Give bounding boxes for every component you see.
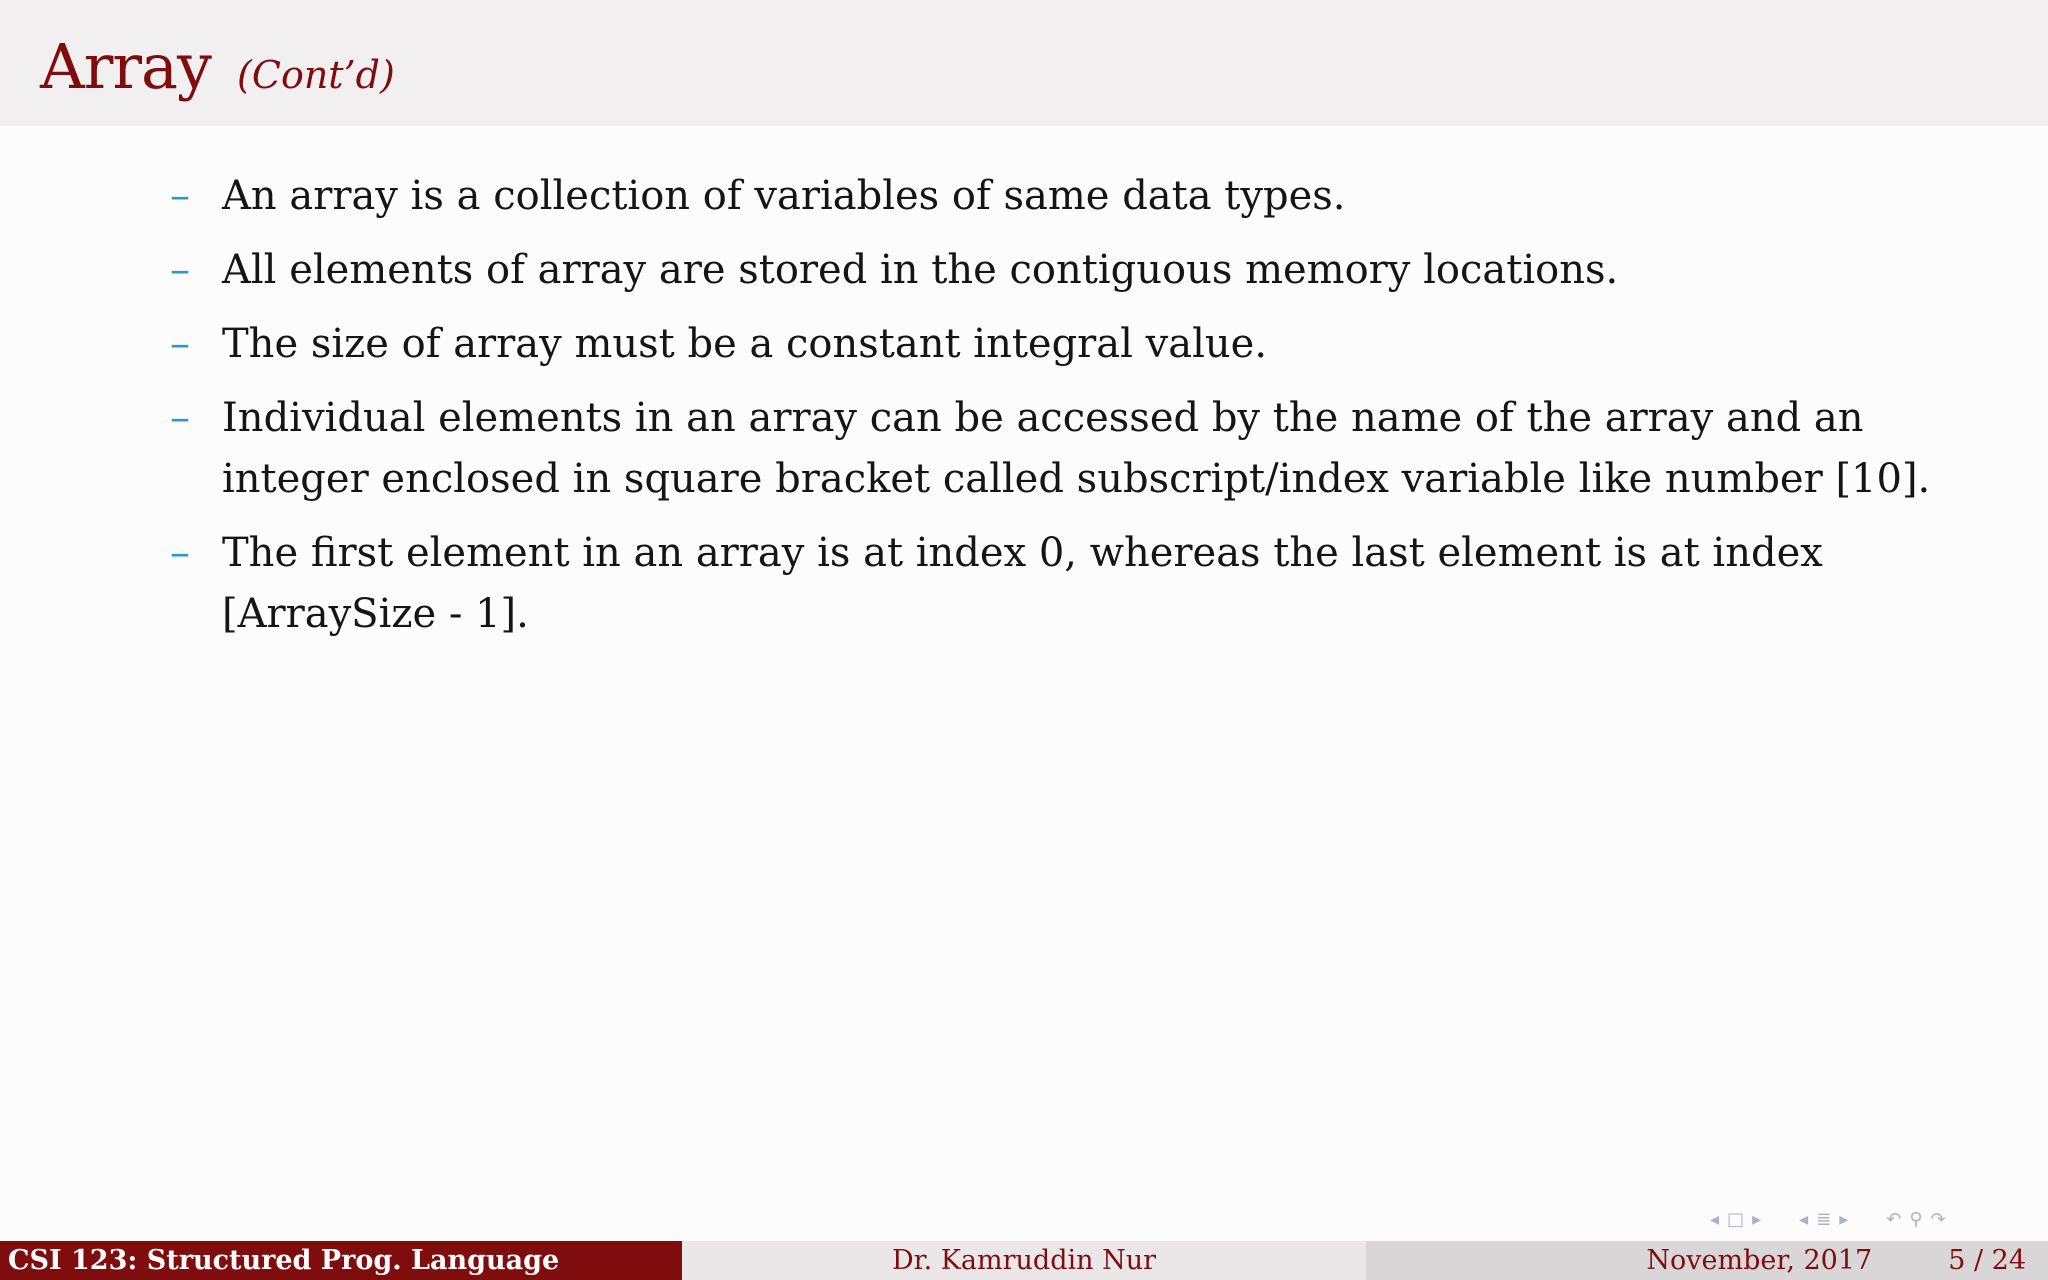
bullet-item — [170, 240, 1950, 301]
search-icon[interactable]: ⚲ — [1909, 1209, 1923, 1230]
footer — [0, 1241, 2048, 1280]
bullet-item — [170, 388, 1950, 510]
bullet-text: The first element in an array is at index 0, whereas the last element is at index [ArraySize - 1]. — [222, 530, 1823, 637]
bullet-item — [170, 314, 1950, 375]
bullet-text: Individual elements in an array can be accessed by the name of the array and an integer enclosed in square bracket called subscript/index variable like number [10]. — [222, 395, 1931, 502]
forward-icon[interactable]: ↷ — [1930, 1209, 1946, 1230]
arrow-left-icon[interactable]: ◂ — [1799, 1209, 1809, 1230]
dash-bullet-icon: – — [170, 247, 190, 293]
title-bar — [0, 0, 2048, 126]
footer-date: November, 2017 — [1646, 1245, 1873, 1276]
slide-title: Array — [40, 30, 212, 103]
beamer-navigation — [1710, 1205, 2018, 1235]
slide-subtitle: (Cont’d) — [237, 53, 395, 97]
dash-bullet-icon: – — [170, 173, 190, 219]
arrow-right-icon[interactable]: ▸ — [1839, 1209, 1849, 1230]
bullet-text: The size of array must be a constant integral value. — [222, 321, 1268, 367]
dash-bullet-icon: – — [170, 395, 190, 441]
section-nav-icon[interactable]: ≣ — [1816, 1209, 1832, 1230]
back-icon[interactable]: ↶ — [1886, 1209, 1902, 1230]
bullet-text: All elements of array are stored in the contiguous memory locations. — [222, 247, 1619, 293]
section-navigation — [1799, 1211, 1848, 1229]
dash-bullet-icon: – — [170, 530, 190, 576]
document-navigation — [1886, 1211, 1945, 1229]
dash-bullet-icon: – — [170, 321, 190, 367]
footer-info — [1366, 1241, 2048, 1280]
frame-icon[interactable]: □ — [1727, 1209, 1745, 1230]
footer-author: Dr. Kamruddin Nur — [682, 1241, 1366, 1280]
bullet-text: An array is a collection of variables of same data types. — [222, 173, 1346, 219]
slide-title-group — [40, 30, 395, 110]
footer-course: CSI 123: Structured Prog. Language — [0, 1241, 682, 1280]
arrow-right-icon[interactable]: ▸ — [1752, 1209, 1762, 1230]
frame-navigation — [1710, 1211, 1761, 1229]
arrow-left-icon[interactable]: ◂ — [1710, 1209, 1720, 1230]
bullet-item — [170, 166, 1950, 227]
page-number: 5 / 24 — [1948, 1245, 2026, 1276]
bullet-list — [170, 166, 1950, 658]
bullet-item — [170, 523, 1950, 645]
